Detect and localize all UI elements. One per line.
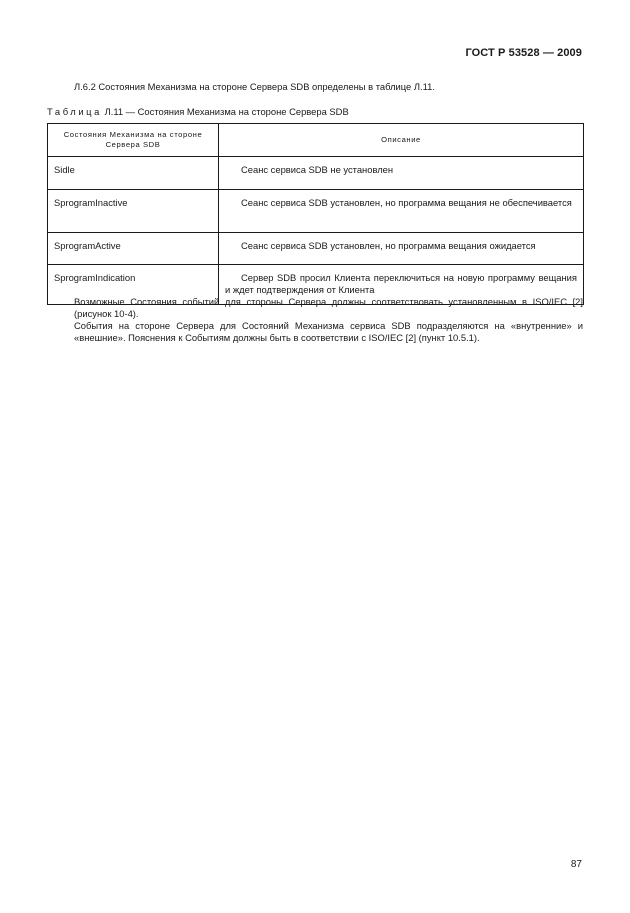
table-header-row — [48, 124, 584, 157]
description-text: Сеанс сервиса SDB установлен, но программа вещания ожидается — [241, 240, 536, 251]
states-table — [47, 123, 584, 305]
state-cell: SprogramIndication — [48, 265, 219, 305]
description-cell — [219, 233, 584, 265]
paragraph-text: Возможные Состояния событий для стороны Сервера должны соответствовать установленным в ISO/IEC [2] (рисунок 10-4). — [74, 296, 583, 320]
column-header-state — [48, 124, 219, 157]
description-cell — [219, 190, 584, 233]
description-text: Сеанс сервиса SDB не установлен — [241, 164, 394, 175]
description-cell — [219, 157, 584, 190]
table-row — [48, 157, 584, 190]
body-paragraph — [47, 320, 583, 344]
state-cell: SprogramInactive — [48, 190, 219, 233]
intro-text: Л.6.2 Состояния Механизма на стороне Сервера SDB определены в таблице Л.11. — [74, 81, 435, 92]
table-caption — [47, 106, 587, 118]
table-row — [48, 190, 584, 233]
table-caption-title: Л.11 — Состояния Механизма на стороне Сервера SDB — [101, 106, 349, 117]
column-header-state-label: Состояния Механизма на стороне Сервера SDB — [63, 129, 203, 149]
state-cell: SprogramActive — [48, 233, 219, 265]
document-code: ГОСТ Р 53528 — 2009 — [465, 47, 582, 59]
page-number: 87 — [570, 859, 582, 870]
description-text: Сервер SDB просил Клиента переключиться на новую программу вещания и ждет подтверждения от Клиента — [225, 272, 577, 296]
column-header-description: Описание — [219, 124, 584, 157]
state-cell: Sidle — [48, 157, 219, 190]
table-caption-prefix: Таблица — [47, 106, 102, 117]
body-paragraph — [47, 296, 583, 320]
table-row — [48, 233, 584, 265]
paragraph-text: События на стороне Сервера для Состояний Механизма сервиса SDB подразделяются на «внутренние» и «внешние». Пояснения к Событиям должны быть в соответствии с ISO/IEC [2] (пункт 10.5.1). — [74, 320, 583, 344]
description-text: Сеанс сервиса SDB установлен, но программа вещания не обеспечивается — [241, 197, 572, 208]
